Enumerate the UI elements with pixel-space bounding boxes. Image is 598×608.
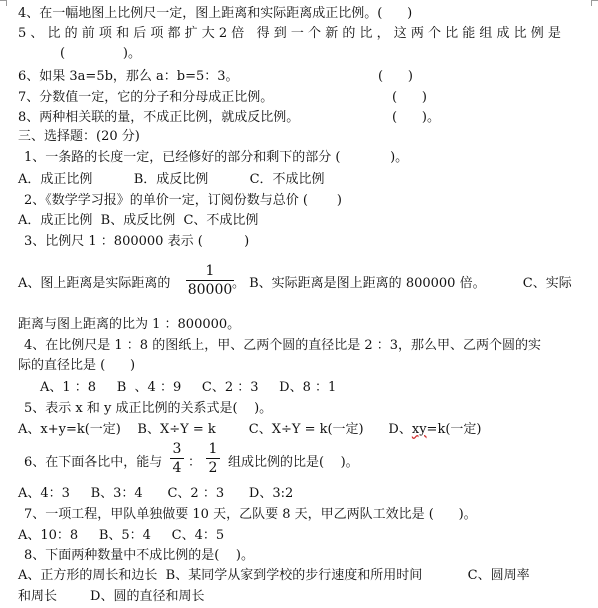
choice-q4-line1: 4、在比例尺是 1 ：8 的图纸上，甲、乙两个圆的直径比是 2 ：3，那么甲、乙两个圆的实 xyxy=(24,338,542,353)
judgement-q4: 4、在一幅地图上比例尺一定，图上距离和实际距离成正比例。( ) xyxy=(18,6,413,21)
choice-q3-option-a-prefix: A、图上距离是实际距离的 xyxy=(18,276,171,291)
choice-q6-prefix: 6、在下面各比中，能与 xyxy=(24,455,163,470)
judgement-q6: 6、如果 3a=5b，那么 a：b=5：3。 xyxy=(18,69,239,84)
choice-q3-line2: 距离与图上距离的比为 1 ：800000。 xyxy=(18,317,241,332)
judgement-q6-paren: ( ) xyxy=(378,69,413,84)
choice-q6-fraction-1-denominator: 4 xyxy=(172,460,182,476)
choice-q3-fraction xyxy=(186,263,234,298)
choice-q4-options: A、1 ：8 B 、4 ：9 C、2 ：3 D、8 ：1 xyxy=(40,380,337,395)
choice-q6-fraction-2-numerator: 1 xyxy=(208,441,218,457)
choice-q3-fraction-numerator: 1 xyxy=(205,263,215,279)
choice-q6-colon: ： xyxy=(188,455,202,470)
choice-q3-option-a-suffix: 。 B、实际距离是图上距离的 800000 倍。 C、实际 xyxy=(232,276,572,291)
choice-q7-options: A、10：8 B、5：4 C、4：5 xyxy=(18,528,225,543)
choice-q8-options-line1: A、正方形的周长和边长 B、某同学从家到学校的步行速度和所用时间 C、圆周率 xyxy=(18,568,530,583)
choice-q4-line2: 际的直径比是 ( ) xyxy=(18,358,136,373)
choice-q2: 2、《数学学习报》的单价一定，订阅份数与总价 ( ) xyxy=(24,193,342,208)
choice-q5-option-d-xy: xy xyxy=(411,422,427,437)
page-corner-mark-right-vertical xyxy=(591,0,592,6)
choice-q3-fraction-denominator: 80000 xyxy=(187,282,233,298)
judgement-q8: 8、两种相关联的量，不成正比例，就成反比例。 xyxy=(18,110,300,125)
choice-q5: 5、表示 x 和 y 成正比例的关系式是( )。 xyxy=(24,401,273,416)
choice-q8-options-line2: 和周长 D、圆的直径和周长 xyxy=(18,589,205,604)
choice-q6-suffix: 组成比例的比是( )。 xyxy=(228,455,359,470)
choice-q8: 8、下面两种数量中不成比例的是( )。 xyxy=(24,548,254,563)
judgement-q7: 7、分数值一定，它的分子和分母成正比例。 xyxy=(18,90,274,105)
page-corner-mark-left-vertical xyxy=(6,0,7,6)
judgement-q8-paren: ( )。 xyxy=(392,110,440,125)
judgement-q7-paren: ( ) xyxy=(392,90,427,105)
choice-q5-options xyxy=(18,422,481,438)
choice-q3: 3、比例尺 1 ：800000 表示 ( ) xyxy=(24,234,250,249)
choice-q3-fraction-bar xyxy=(186,280,234,281)
choice-q7: 7、一项工程，甲队单独做要 10 天，乙队要 8 天，甲乙两队工效比是 ( )。 xyxy=(24,507,477,522)
section3-heading: 三、选择题：(20 分) xyxy=(18,129,140,144)
page-corner-mark-right xyxy=(592,0,598,1)
choice-q6-fraction-1-bar xyxy=(170,458,184,459)
choice-q2-options: A．成正比例 B、成反比例 C、不成比例 xyxy=(18,213,259,228)
choice-q6-fraction-2-denominator: 2 xyxy=(208,460,218,476)
choice-q5-option-d-rest: =k(一定) xyxy=(426,422,482,437)
choice-q6-fraction-2-bar xyxy=(206,458,220,459)
choice-q1-options: A．成正比例 B．成反比例 C．不成比例 xyxy=(18,172,325,187)
choice-q5-options-main: A、x+y=k(一定) B、X÷Y = k C、X÷Y = k(一定) D、 xyxy=(18,422,412,437)
judgement-q5-line1: 5 、 比 的 前 项 和 后 项 都 扩 大 2 倍 得 到 一 个 新 的 比 ， 这 两 个 比 能 组 成 比 例 是 xyxy=(18,26,561,41)
judgement-q5-line2: ( )。 xyxy=(60,46,141,61)
choice-q6-fraction-1-numerator: 3 xyxy=(172,441,182,457)
choice-q6-fraction-1 xyxy=(170,441,184,476)
choice-q6-fraction-2 xyxy=(206,441,220,476)
choice-q6-options: A、4：3 B、3：4 C、2 ：3 D、3:2 xyxy=(18,486,294,501)
choice-q1: 1、一条路的长度一定，已经修好的部分和剩下的部分 ( )。 xyxy=(24,150,409,165)
